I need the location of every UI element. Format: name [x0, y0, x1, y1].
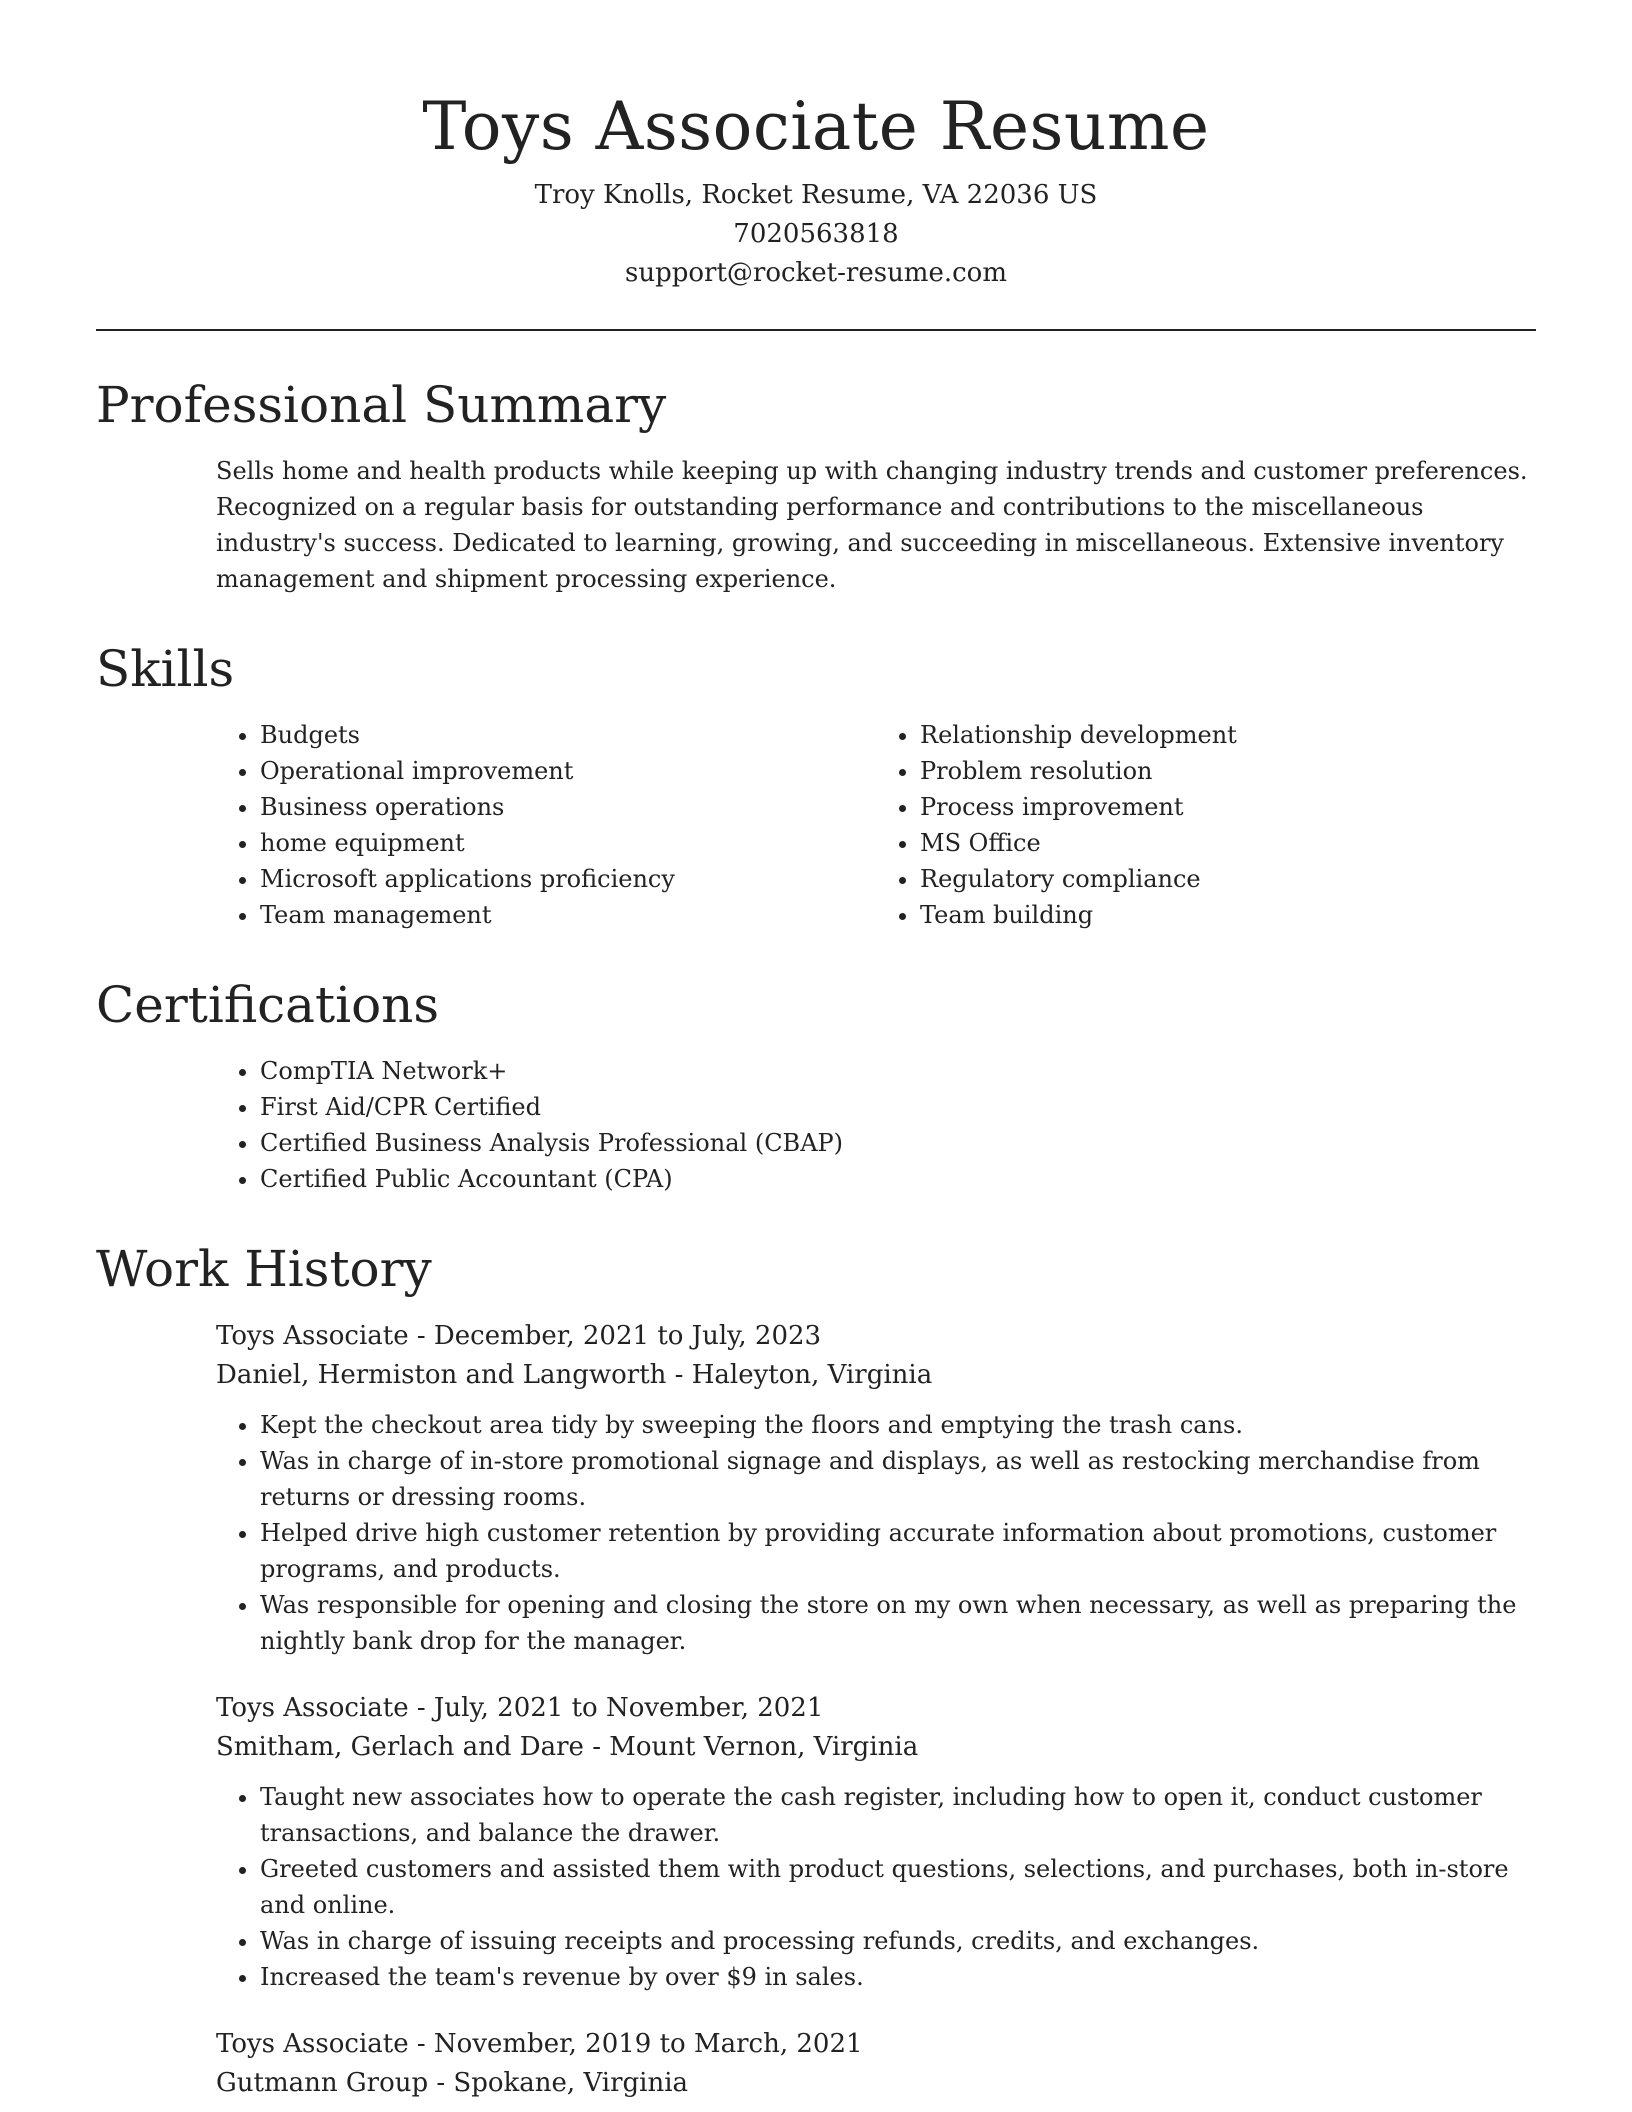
skill-item: • Team building [920, 897, 1536, 933]
skill-item: • Relationship development [920, 717, 1536, 753]
resume-header [96, 0, 1536, 293]
skill-item: • Microsoft applications proficiency [260, 861, 876, 897]
summary-text: Sells home and health products while keeping up with changing industry trends and customer preferences. Recognized on a regular basis for outstanding performance and contributions to the miscellaneous industry's success. Dedicated to learning, growing, and succeeding in miscellaneous. Extensive inventory management and shipment processing experience. [216, 457, 1528, 593]
skill-item: • Budgets [260, 717, 876, 753]
certification-item: • Certified Public Accountant (CPA) [260, 1161, 1536, 1197]
certifications-list [216, 1053, 1536, 1197]
skill-item: • Problem resolution [920, 753, 1536, 789]
summary-section [96, 373, 1536, 597]
skill-item: • Business operations [260, 789, 876, 825]
job-bullet: • Was responsible for opening and closing the store on my own when necessary, as well as preparing the nightly bank drop for the manager. [260, 1587, 1536, 1659]
skill-item: • Operational improvement [260, 753, 876, 789]
job-bullet: • Helped drive high customer retention by providing accurate information about promotions, customer programs, and products. [260, 1515, 1536, 1587]
skills-list-right [876, 717, 1536, 933]
job-title-line: Toys Associate - November, 2019 to March, 2021 [216, 2029, 863, 2059]
skill-item: • Process improvement [920, 789, 1536, 825]
job-entry [96, 2025, 1536, 2103]
job-entry [96, 1689, 1536, 1995]
job-company-line: Gutmann Group - Spokane, Virginia [216, 2068, 689, 2098]
skills-section [96, 637, 1536, 933]
work-history-heading: Work History [96, 1240, 432, 1298]
job-entry [96, 1317, 1536, 1659]
header-divider [96, 329, 1536, 331]
contact-address: Troy Knolls, Rocket Resume, VA 22036 US [534, 180, 1098, 210]
skills-heading: Skills [96, 640, 235, 698]
job-company-line: Daniel, Hermiston and Langworth - Haleyton, Virginia [216, 1360, 933, 1390]
summary-heading: Professional Summary [96, 376, 667, 434]
skill-item: • Regulatory compliance [920, 861, 1536, 897]
job-company-line: Smitham, Gerlach and Dare - Mount Vernon, Virginia [216, 1732, 919, 1762]
job-bullet: • Greeted customers and assisted them with product questions, selections, and purchases, both in-store and online. [260, 1851, 1536, 1923]
certification-item: • First Aid/CPR Certified [260, 1089, 1536, 1125]
certification-item: • CompTIA Network+ [260, 1053, 1536, 1089]
contact-block [96, 176, 1536, 293]
skill-item: • MS Office [920, 825, 1536, 861]
certification-item: • Certified Business Analysis Professional (CBAP) [260, 1125, 1536, 1161]
resume-title: Toys Associate Resume [422, 88, 1210, 165]
job-bullet: • Kept the checkout area tidy by sweeping the floors and emptying the trash cans. [260, 1407, 1536, 1443]
certifications-section [96, 973, 1536, 1197]
contact-email[interactable]: support@rocket-resume.com [624, 258, 1007, 288]
skill-item: • Team management [260, 897, 876, 933]
certifications-heading: Certifications [96, 976, 440, 1034]
skill-item: • home equipment [260, 825, 876, 861]
job-bullets [216, 1407, 1536, 1659]
job-bullets [216, 1779, 1536, 1995]
job-bullet: • Was in charge of in-store promotional signage and displays, as well as restocking merchandise from returns or dressing rooms. [260, 1443, 1536, 1515]
job-bullet: • Was in charge of issuing receipts and processing refunds, credits, and exchanges. [260, 1923, 1536, 1959]
work-history-section [96, 1237, 1536, 2103]
job-title-line: Toys Associate - December, 2021 to July, 2023 [216, 1321, 822, 1351]
skills-list-left [216, 717, 876, 933]
job-title-line: Toys Associate - July, 2021 to November, 2021 [216, 1693, 824, 1723]
resume-page [96, 0, 1536, 2103]
contact-phone: 7020563818 [733, 219, 899, 249]
skills-columns [96, 717, 1536, 933]
job-bullet: • Taught new associates how to operate the cash register, including how to open it, conduct customer transactions, and balance the drawer. [260, 1779, 1536, 1851]
job-bullet: • Increased the team's revenue by over $9 in sales. [260, 1959, 1536, 1995]
